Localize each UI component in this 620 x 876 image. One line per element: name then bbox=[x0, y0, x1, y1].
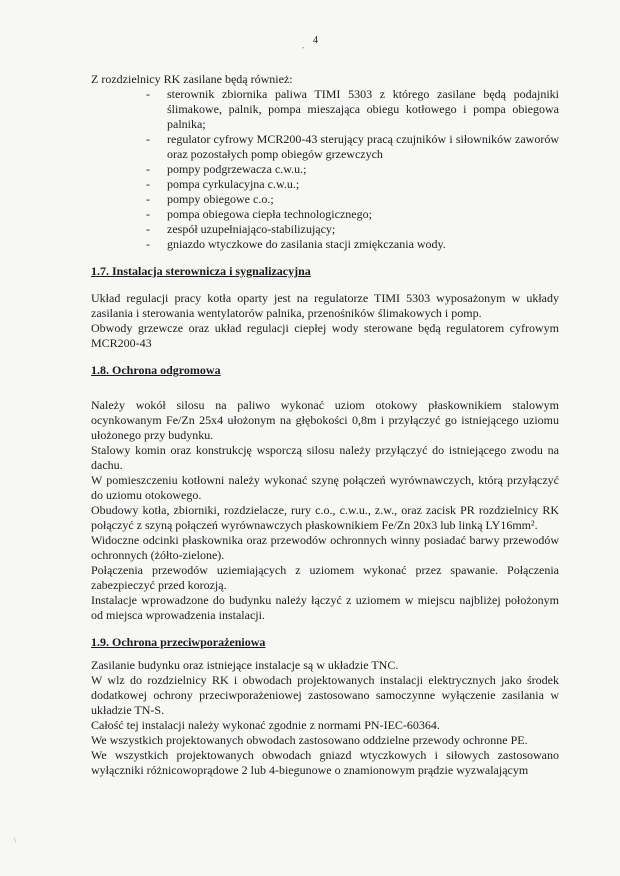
list-item: - pompy podgrzewacza c.w.u.; bbox=[146, 162, 307, 176]
document-body bbox=[91, 72, 559, 778]
paragraph: Układ regulacji pracy kotła oparty jest na regulatorze TIMI 5303 wyposażonym w układy zasilania i sterowania wentylatorów palnika, przenośników ślimakowych i pomp. bbox=[91, 291, 559, 320]
paragraph: Obudowy kotła, zbiorniki, rozdzielacze, rury c.o., c.w.u., z.w., oraz zacisk PR rozdzielnicy RK połączyć z szyną połączeń wyrównawczych płaskownikiem Fe/Zn 20x3 lub linką LY16mm². bbox=[91, 503, 559, 532]
list-item: - sterownik zbiornika paliwa TIMI 5303 z którego zasilane będą podajniki ślimakowe, palnik, pompa mieszająca obiegu kotłowego i pompa obiegowa palnika; bbox=[146, 87, 559, 131]
list-item: - pompy obiegowe c.o.; bbox=[146, 192, 274, 206]
supply-list bbox=[91, 87, 559, 252]
list-item: - pompa obiegowa ciepła technologicznego; bbox=[146, 207, 372, 221]
paragraph: Zasilanie budynku oraz istniejące instalacje są w układzie TNC. bbox=[91, 658, 399, 672]
intro-text: Z rozdzielnicy RK zasilane będą również: bbox=[91, 72, 293, 86]
list-item: - gniazdo wtyczkowe do zasilania stacji zmiękczania wody. bbox=[146, 237, 446, 251]
list-item: - zespół uzupełniająco-stabilizujący; bbox=[146, 222, 336, 236]
scan-speck: • bbox=[302, 46, 305, 52]
section-heading-1-9: 1.9. Ochrona przeciwporażeniowa bbox=[91, 635, 266, 649]
paragraph: Całość tej instalacji należy wykonać zgodnie z normami PN-IEC-60364. bbox=[91, 718, 440, 732]
paragraph: We wszystkich projektowanych obwodach gniazd wtyczkowych i siłowych zastosowano wyłączniki różnicowoprądowe 2 lub 4-biegunowe o znamionowym prądzie wyzwalającym bbox=[91, 748, 559, 777]
paragraph: W pomieszczeniu kotłowni należy wykonać szynę połączeń wyrównawczych, którą przyłączyć do uziomu otokowego. bbox=[91, 473, 559, 502]
page-number: 4 bbox=[313, 35, 318, 46]
section-heading-1-8: 1.8. Ochrona odgromowa bbox=[91, 363, 221, 377]
paragraph: Stalowy komin oraz konstrukcję wsporczą silosu należy przyłączyć do istniejącego zwodu na dachu. bbox=[91, 443, 559, 472]
paragraph: W wlz do rozdzielnicy RK i obwodach projektowanych instalacji elektrycznych jako środek dodatkowej ochrony przeciwporażeniowej zastosowano samoczynne wyłączenie zasilania w układzie TN-S. bbox=[91, 673, 559, 717]
list-item: - pompa cyrkulacyjna c.w.u.; bbox=[146, 177, 300, 191]
paragraph: Instalacje wprowadzone do budynku należy łączyć z uziomem w miejscu najbliżej położonym od miejsca wprowadzenia instalacji. bbox=[91, 593, 559, 622]
paragraph: Widoczne odcinki płaskownika oraz przewodów ochronnych winny posiadać barwy przewodów ochronnych (żółto-zielone). bbox=[91, 533, 559, 562]
scan-speck: \ bbox=[14, 836, 17, 845]
paragraph: Należy wokół silosu na paliwo wykonać uziom otokowy płaskownikiem stalowym ocynkowanym Fe/Zn 25x4 ułożonym na głębokości 0,8m i przyłączyć go istniejącego uziomu ułożonego przy budynku. bbox=[91, 398, 559, 442]
list-item: - regulator cyfrowy MCR200-43 sterujący pracą czujników i siłowników zaworów oraz pozostałych pomp obiegów grzewczych bbox=[146, 132, 559, 161]
paragraph: Połączenia przewodów uziemiających z uziomem wykonać przez spawanie. Połączenia zabezpieczyć przed korozją. bbox=[91, 563, 559, 592]
paragraph: We wszystkich projektowanych obwodach zastosowano oddzielne przewody ochronne PE. bbox=[91, 733, 528, 747]
paragraph: Obwody grzewcze oraz układ regulacji ciepłej wody sterowane będą regulatorem cyfrowym MCR200-43 bbox=[91, 321, 559, 350]
section-heading-1-7: 1.7. Instalacja sterownicza i sygnalizacyjna bbox=[91, 264, 311, 278]
